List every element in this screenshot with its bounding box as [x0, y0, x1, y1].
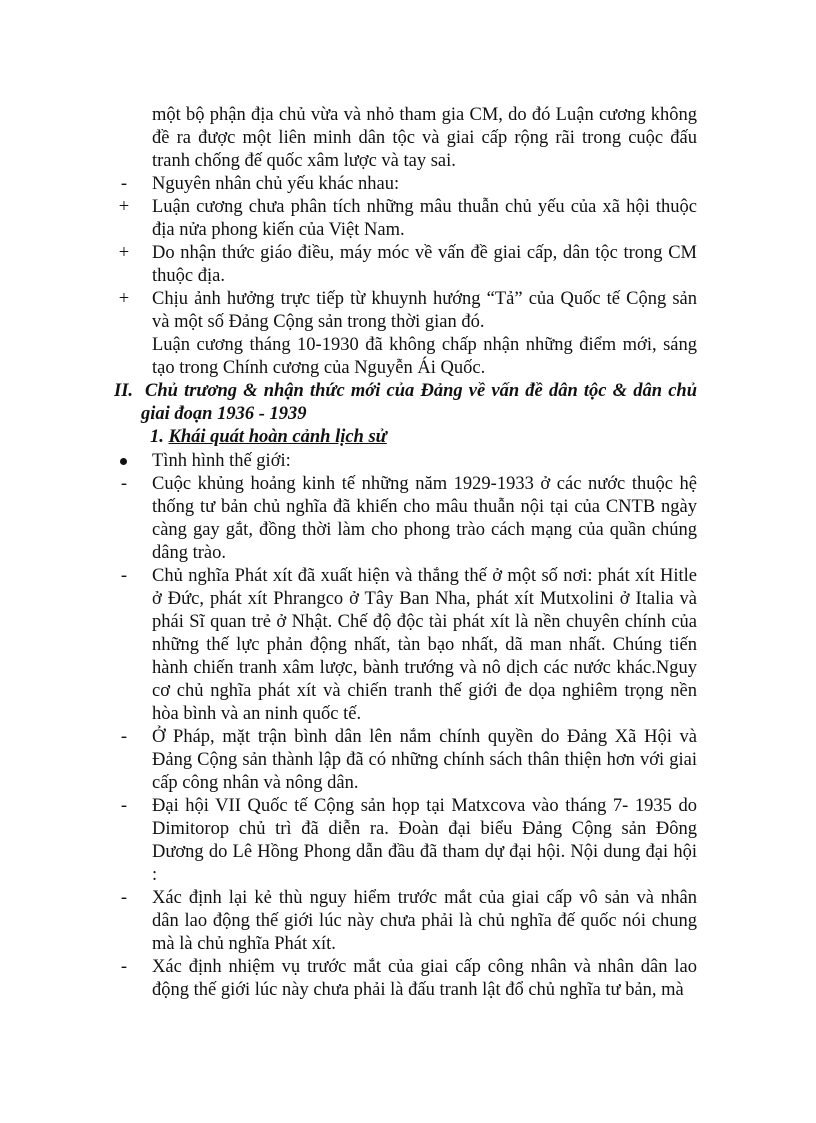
paragraph-line: Xác định lại kẻ thù nguy hiểm trước mắt của giai cấp vô sản và nhân — [152, 888, 697, 908]
subheading — [150, 426, 387, 448]
paragraph-line: dâng trào. — [152, 543, 226, 563]
paragraph-line: động thế giới lúc này chưa phải là đấu tranh lật đổ chủ nghĩa tư bản, mà — [152, 980, 684, 1000]
paragraph-line: hành chiến tranh xâm lược, bành trướng và nô dịch các nước khác.Nguy — [152, 658, 697, 678]
paragraph-line: Ở Pháp, mặt trận bình dân lên nắm chính quyền do Đảng Xã Hội và — [152, 727, 697, 747]
subheading-text: Khái quát hoàn cảnh lịch sử — [168, 427, 387, 447]
section-heading-line: giai đoạn 1936 - 1939 — [141, 404, 307, 424]
dash-marker: - — [120, 474, 128, 494]
paragraph-line: thống tư bản chủ nghĩa đã khiến cho mâu thuẫn nội tại của CNTB ngày — [152, 497, 697, 517]
paragraph-line: phái Sĩ quan trẻ ở Nhật. Chế độ độc tài phát xít là nền chuyên chính của — [152, 612, 697, 632]
paragraph-line: hòa bình và an ninh quốc tế. — [152, 704, 362, 724]
plus-marker: + — [118, 243, 130, 263]
paragraph-line: : — [152, 865, 158, 885]
dash-marker: - — [120, 796, 128, 816]
paragraph-line: cơ chủ nghĩa phát xít và chiến tranh thế giới đe dọa nghiêm trọng nền — [152, 681, 697, 701]
paragraph-line: Luận cương chưa phân tích những mâu thuẫn chủ yếu của xã hội thuộc — [152, 197, 697, 217]
subheading-number: 1. — [150, 427, 169, 447]
paragraph-line: thuộc địa. — [152, 266, 225, 286]
paragraph-line: địa nửa phong kiến của Việt Nam. — [152, 220, 405, 240]
section-heading-line: Chủ trương & nhận thức mới của Đảng về vấn đề dân tộc & dân chủ — [145, 381, 697, 401]
paragraph-line: cấp công nhân và nông dân. — [152, 773, 359, 793]
paragraph-line: và một số Đảng Cộng sản trong thời gian đó. — [152, 312, 485, 332]
paragraph-line: những thế lực phản động nhất, tàn bạo nhất, dã man nhất. Chúng tiến — [152, 635, 697, 655]
dash-marker: - — [120, 566, 128, 586]
paragraph-line: Do nhận thức giáo điều, máy móc về vấn đề giai cấp, dân tộc trong CM — [152, 243, 697, 263]
paragraph-line: dân lao động thế giới lúc này chưa phải là chủ nghĩa đế quốc nói chung — [152, 911, 697, 931]
paragraph-line: Luận cương tháng 10-1930 đã không chấp nhận những điểm mới, sáng — [152, 335, 697, 355]
paragraph-line: Nguyên nhân chủ yếu khác nhau: — [152, 174, 400, 194]
bullet-marker — [120, 458, 127, 465]
paragraph-line: càng gay gắt, đồng thời làm cho phong trào cách mạng của quần chúng — [152, 520, 697, 540]
paragraph-line: Chịu ảnh hưởng trực tiếp từ khuynh hướng “Tả” của Quốc tế Cộng sản — [152, 289, 697, 309]
dash-marker: - — [120, 957, 128, 977]
dash-marker: - — [120, 888, 128, 908]
plus-marker: + — [118, 197, 130, 217]
paragraph-line: Dimitorop chủ trì đã diễn ra. Đoàn đại biểu Đảng Cộng sản Đông — [152, 819, 697, 839]
paragraph-line: Cuộc khủng hoảng kinh tế những năm 1929-1933 ở các nước thuộc hệ — [152, 474, 697, 494]
paragraph-line: Đảng Cộng sản thành lập đã có những chính sách thân thiện hơn với giai — [152, 750, 697, 770]
paragraph-line: tranh chống đế quốc xâm lược và tay sai. — [152, 151, 456, 171]
paragraph-line: Xác định nhiệm vụ trước mắt của giai cấp công nhân và nhân dân lao — [152, 957, 697, 977]
paragraph-line: Dương do Lê Hồng Phong dẫn đầu đã tham dự đại hội. Nội dung đại hội — [152, 842, 697, 862]
paragraph-line: mà là chủ nghĩa Phát xít. — [152, 934, 336, 954]
paragraph-line: Chủ nghĩa Phát xít đã xuất hiện và thắng thế ở một số nơi: phát xít Hitle — [152, 566, 697, 586]
paragraph-line: một bộ phận địa chủ vừa và nhỏ tham gia CM, do đó Luận cương không — [152, 105, 697, 125]
paragraph-line: Đại hội VII Quốc tế Cộng sản họp tại Matxcova vào tháng 7- 1935 do — [152, 796, 697, 816]
paragraph-line: đề ra được một liên minh dân tộc và giai cấp rộng rãi trong cuộc đấu — [152, 128, 697, 148]
dash-marker: - — [120, 174, 128, 194]
dash-marker: - — [120, 727, 128, 747]
section-number: II. — [114, 381, 134, 401]
paragraph-line: Tình hình thế giới: — [152, 451, 291, 471]
paragraph-line: tạo trong Chính cương của Nguyễn Ái Quốc. — [152, 358, 486, 378]
paragraph-line: ở Đức, phát xít Phrangco ở Tây Ban Nha, phát xít Mutxolini ở Italia và — [152, 589, 697, 609]
plus-marker: + — [118, 289, 130, 309]
